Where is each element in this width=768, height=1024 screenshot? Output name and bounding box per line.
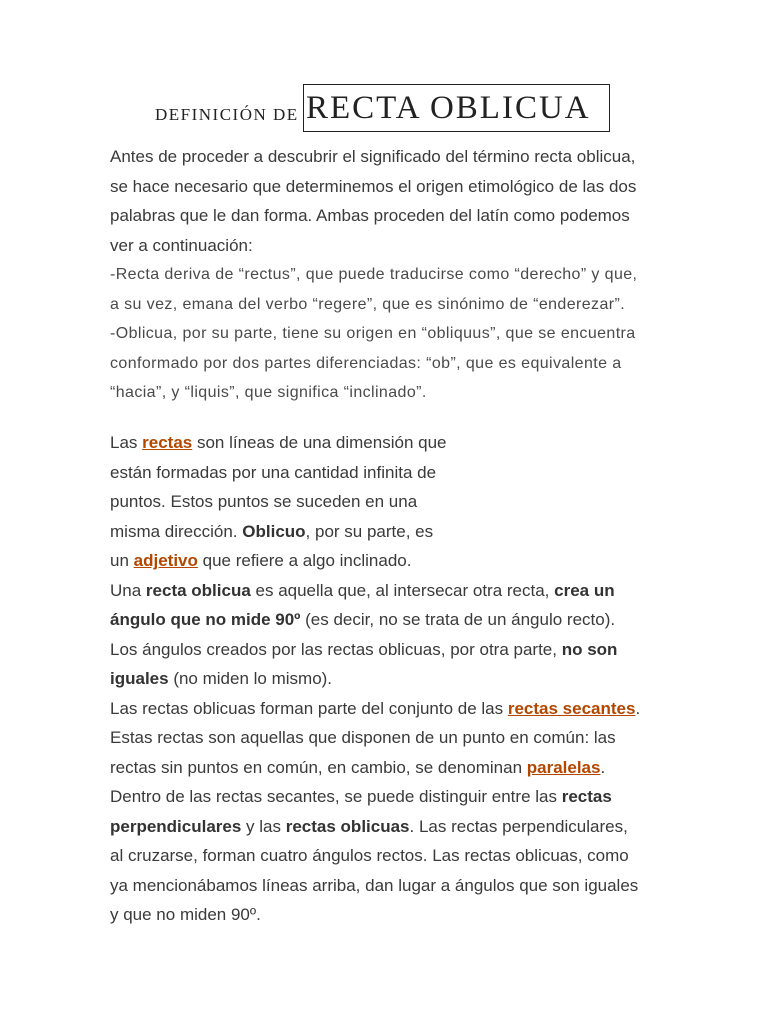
text-run: (no miden lo mismo).	[168, 669, 333, 688]
text-run: y las	[241, 816, 286, 836]
body-line	[110, 576, 670, 606]
body-line	[110, 546, 670, 576]
text-run: un	[110, 551, 134, 570]
title-row	[0, 84, 768, 136]
bold-term: rectas oblicuas	[285, 816, 410, 836]
body-line	[110, 694, 670, 724]
text-run: misma dirección.	[110, 521, 243, 541]
body-line: puntos. Estos puntos se suceden en una	[110, 492, 418, 511]
text-run: Una	[110, 580, 146, 600]
body-line	[110, 782, 670, 812]
text-run: (es decir, no se trata de un ángulo recto).	[300, 610, 616, 629]
text-run: rectas sin puntos en común, en cambio, se denominan	[110, 757, 527, 777]
text-run: Los ángulos creados por las rectas oblicuas, por otra parte,	[110, 639, 562, 659]
intro-line: Antes de proceder a descubrir el significado del término recta oblicua,	[110, 147, 636, 166]
body-line	[110, 605, 670, 635]
text-run: , por su parte, es	[305, 521, 434, 541]
body-line: y que no miden 90º.	[110, 905, 261, 924]
body-line: Estas rectas son aquellas que disponen de un punto en común: las	[110, 728, 616, 747]
bold-term: iguales	[110, 669, 169, 688]
body-line	[110, 664, 670, 694]
bold-term: Oblicuo	[242, 521, 306, 541]
text-run: .	[635, 698, 641, 718]
intro-line: palabras que le dan forma. Ambas proceden del latín como podemos	[110, 206, 630, 225]
body-line	[110, 517, 670, 547]
definition-body	[110, 428, 670, 930]
text-run: Las rectas oblicuas forman parte del conjunto de las	[110, 698, 508, 718]
bold-term: crea un	[554, 580, 615, 600]
link-paralelas[interactable]: paralelas	[526, 757, 601, 777]
bold-term: recta oblicua	[145, 580, 251, 600]
bold-term: rectas	[561, 787, 612, 806]
text-run: .	[600, 757, 606, 777]
link-adjetivo[interactable]: adjetivo	[133, 551, 198, 570]
text-run: es aquella que, al intersecar otra recta,	[250, 580, 555, 600]
link-rectas-secantes[interactable]: rectas secantes	[507, 698, 636, 718]
etymology-line: -Oblicua, por su parte, tiene su origen en “obliquus”, que se encuentra	[110, 325, 636, 342]
text-run: son líneas de una dimensión que	[192, 433, 447, 452]
title-prefix: DEFINICIÓN DE	[155, 105, 299, 124]
text-run: Las	[110, 433, 143, 452]
body-line	[110, 812, 670, 842]
etymology-line: “hacia”, y “liquis”, que significa “inclinado”.	[110, 384, 427, 401]
bold-term: ángulo que no mide 90º	[110, 610, 301, 629]
intro-paragraph	[110, 142, 670, 260]
etymology-paragraph	[110, 260, 670, 408]
text-run: . Las rectas perpendiculares,	[409, 816, 628, 836]
body-line	[110, 635, 670, 665]
bold-term: no son	[561, 639, 618, 659]
body-line: ya mencionábamos líneas arriba, dan lugar a ángulos que son iguales	[110, 875, 639, 895]
page-title: RECTA OBLICUA	[306, 90, 591, 126]
intro-line: ver a continuación:	[110, 235, 253, 255]
bold-term: perpendiculares	[110, 816, 242, 836]
body-line	[110, 428, 670, 458]
link-rectas[interactable]: rectas	[142, 433, 193, 452]
etymology-line: a su vez, emana del verbo “regere”, que es sinónimo de “enderezar”.	[110, 295, 626, 313]
body-line: están formadas por una cantidad infinita de	[110, 462, 437, 482]
etymology-line: -Recta deriva de “rectus”, que puede traducirse como “derecho” y que,	[110, 266, 638, 283]
body-line: al cruzarse, forman cuatro ángulos rectos. Las rectas oblicuas, como	[110, 846, 629, 865]
text-run: Dentro de las rectas secantes, se puede distinguir entre las	[110, 787, 562, 806]
text-run: que refiere a algo inclinado.	[197, 551, 412, 570]
intro-line: se hace necesario que determinemos el origen etimológico de las dos	[110, 176, 637, 196]
body-line	[110, 753, 670, 783]
etymology-line: conformado por dos partes diferenciadas: “ob”, que es equivalente a	[110, 354, 622, 372]
